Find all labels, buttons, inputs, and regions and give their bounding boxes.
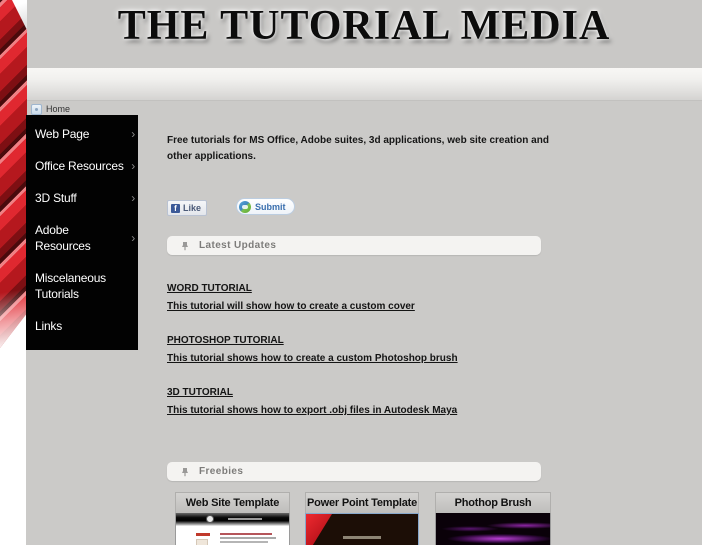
stumbleupon-submit-button[interactable] xyxy=(236,198,295,215)
freebie-card-web-site-template[interactable] xyxy=(175,492,290,545)
sidebar-item-label: 3D Stuff xyxy=(35,191,77,205)
latest-updates-section-header xyxy=(167,236,541,255)
freebies-section-header xyxy=(167,462,541,481)
sidebar-item-label: Adobe Resources xyxy=(35,223,91,253)
update-item-word xyxy=(167,283,557,312)
latest-updates-label: Latest Updates xyxy=(199,240,277,251)
thumbnail-image-box xyxy=(196,539,208,545)
pin-icon xyxy=(180,467,190,477)
breadcrumb-home-link[interactable]: Home xyxy=(46,104,71,114)
facebook-icon: f xyxy=(171,204,180,213)
sidebar-item-label: Links xyxy=(35,319,63,333)
freebie-card-power-point-template[interactable] xyxy=(305,492,419,545)
freebie-card-title: Web Site Template xyxy=(175,492,290,513)
sidebar-item-label: Office Resources xyxy=(35,159,124,173)
thumbnail-logo-circle xyxy=(206,515,214,523)
sidebar-item-miscelaneous-tutorials[interactable] xyxy=(26,262,138,310)
site-title: THE TUTORIAL MEDIA xyxy=(117,3,611,49)
thumbnail-caption-line xyxy=(343,536,381,539)
facebook-like-button[interactable] xyxy=(167,200,207,216)
sidebar-item-label: Miscelaneous Tutorials xyxy=(35,271,106,301)
intro-text: Free tutorials for MS Office, Adobe suites, 3d applications, web site creation and other applications. xyxy=(167,135,549,162)
pin-icon xyxy=(180,241,190,251)
updates-list xyxy=(167,283,557,439)
sidebar-item-links[interactable] xyxy=(26,310,138,342)
photoshop-tutorial-link[interactable]: PHOTOSHOP TUTORIAL xyxy=(167,335,284,346)
site-header xyxy=(26,0,702,68)
photoshop-tutorial-description-link[interactable]: This tutorial shows how to create a custom Photoshop brush xyxy=(167,353,458,364)
sidebar-item-label: Web Page xyxy=(35,127,90,141)
submenu-arrow-icon: › xyxy=(131,159,135,173)
freebie-card-title: Power Point Template xyxy=(305,492,419,513)
3d-tutorial-description-link[interactable]: This tutorial shows how to export .obj files in Autodesk Maya xyxy=(167,405,458,416)
freebie-card-title: Phothop Brush xyxy=(435,492,551,513)
stumbleupon-submit-label: Submit xyxy=(255,201,286,212)
thumbnail-text-line xyxy=(220,541,268,543)
phothop-brush-thumbnail xyxy=(435,513,551,545)
submenu-arrow-icon: › xyxy=(131,127,135,141)
sidebar-item-office-resources[interactable] xyxy=(26,150,138,182)
word-tutorial-description-link[interactable]: This tutorial will show how to create a custom cover xyxy=(167,301,415,312)
thumbnail-nav-line xyxy=(228,518,262,520)
word-tutorial-link[interactable]: WORD TUTORIAL xyxy=(167,283,252,294)
thumbnail-red-wedge xyxy=(306,514,351,545)
freebie-card-phothop-brush[interactable] xyxy=(435,492,551,545)
top-nav-bar xyxy=(26,68,702,101)
freebies-label: Freebies xyxy=(199,466,244,477)
facebook-like-label: Like xyxy=(183,203,202,213)
breadcrumb[interactable] xyxy=(31,103,70,115)
thumbnail-heading-line xyxy=(196,533,210,536)
submenu-arrow-icon: › xyxy=(131,231,135,245)
red-ribbon-decoration xyxy=(0,0,27,348)
submenu-arrow-icon: › xyxy=(131,191,135,205)
sidebar-item-adobe-resources[interactable] xyxy=(26,214,138,262)
power-point-template-thumbnail xyxy=(305,513,419,545)
sidebar-item-web-page[interactable] xyxy=(26,118,138,150)
update-item-photoshop xyxy=(167,335,557,364)
web-site-template-thumbnail xyxy=(175,513,290,545)
thumbnail-text-line xyxy=(220,533,272,535)
home-icon xyxy=(31,104,42,115)
thumbnail-text-line xyxy=(220,537,276,539)
3d-tutorial-link[interactable]: 3D TUTORIAL xyxy=(167,387,233,398)
sidebar-item-3d-stuff[interactable] xyxy=(26,182,138,214)
stumbleupon-icon xyxy=(239,201,251,213)
update-item-3d xyxy=(167,387,557,416)
sidebar-menu xyxy=(26,115,138,350)
